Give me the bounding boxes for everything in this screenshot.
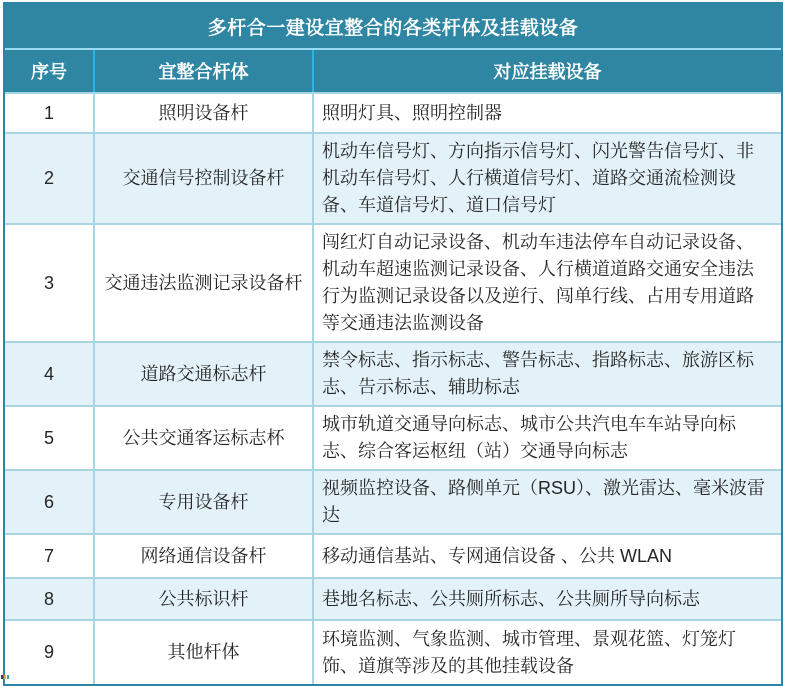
- table-row: [5, 342, 781, 406]
- table-row: [5, 620, 781, 684]
- devices-cell: 闯红灯自动记录设备、机动车违法停车自动记录设备、机动车超速监测记录设备、人行横道道路交通安全违法行为监测记录设备以及逆行、闯单行线、占用专用道路等交通违法监测设备: [313, 224, 781, 342]
- col-header-index: 序号: [5, 50, 94, 93]
- pole-integration-table: [3, 2, 783, 686]
- artifact-dot: [4, 675, 6, 679]
- row-number-cell: 5: [5, 406, 94, 470]
- row-number-cell: 9: [5, 620, 94, 684]
- row-number-cell: 4: [5, 342, 94, 406]
- devices-cell: 环境监测、气象监测、城市管理、景观花篮、灯笼灯饰、道旗等涉及的其他挂载设备: [313, 620, 781, 684]
- header-row: [5, 50, 781, 93]
- table-row: [5, 578, 781, 620]
- row-number-cell: 1: [5, 93, 94, 133]
- devices-cell: 城市轨道交通导向标志、城市公共汽电车车站导向标志、综合客运枢纽（站）交通导向标志: [313, 406, 781, 470]
- table-row: [5, 470, 781, 534]
- pole-type-cell: 公共标识杆: [94, 578, 313, 620]
- devices-cell: 禁令标志、指示标志、警告标志、指路标志、旅游区标志、告示标志、辅助标志: [313, 342, 781, 406]
- devices-cell: 照明灯具、照明控制器: [313, 93, 781, 133]
- pole-type-cell: 其他杆体: [94, 620, 313, 684]
- pole-type-cell: 交通违法监测记录设备杆: [94, 224, 313, 342]
- table-row: [5, 93, 781, 133]
- pole-type-cell: 照明设备杆: [94, 93, 313, 133]
- artifact-dot: [1, 675, 3, 679]
- table-title: 多杆合一建设宜整合的各类杆体及挂载设备: [5, 4, 781, 50]
- devices-cell: 机动车信号灯、方向指示信号灯、闪光警告信号灯、非机动车信号灯、人行横道信号灯、道路交通流检测设备、车道信号灯、道口信号灯: [313, 133, 781, 224]
- table-row: [5, 224, 781, 342]
- bottom-left-artifact: [1, 675, 9, 679]
- table-row: [5, 534, 781, 578]
- pole-type-cell: 专用设备杆: [94, 470, 313, 534]
- devices-cell: 视频监控设备、路侧单元（RSU）、激光雷达、毫米波雷达: [313, 470, 781, 534]
- pole-type-cell: 公共交通客运标志杯: [94, 406, 313, 470]
- row-number-cell: 3: [5, 224, 94, 342]
- col-header-devices: 对应挂载设备: [313, 50, 781, 93]
- col-header-pole-type: 宜整合杆体: [94, 50, 313, 93]
- row-number-cell: 2: [5, 133, 94, 224]
- pole-type-cell: 道路交通标志杆: [94, 342, 313, 406]
- table-row: [5, 406, 781, 470]
- row-number-cell: 8: [5, 578, 94, 620]
- data-table: [5, 50, 781, 684]
- row-number-cell: 7: [5, 534, 94, 578]
- artifact-dot: [7, 675, 9, 679]
- pole-type-cell: 网络通信设备杆: [94, 534, 313, 578]
- table-row: [5, 133, 781, 224]
- devices-cell: 移动通信基站、专网通信设备 、公共 WLAN: [313, 534, 781, 578]
- devices-cell: 巷地名标志、公共厕所标志、公共厕所导向标志: [313, 578, 781, 620]
- row-number-cell: 6: [5, 470, 94, 534]
- pole-type-cell: 交通信号控制设备杆: [94, 133, 313, 224]
